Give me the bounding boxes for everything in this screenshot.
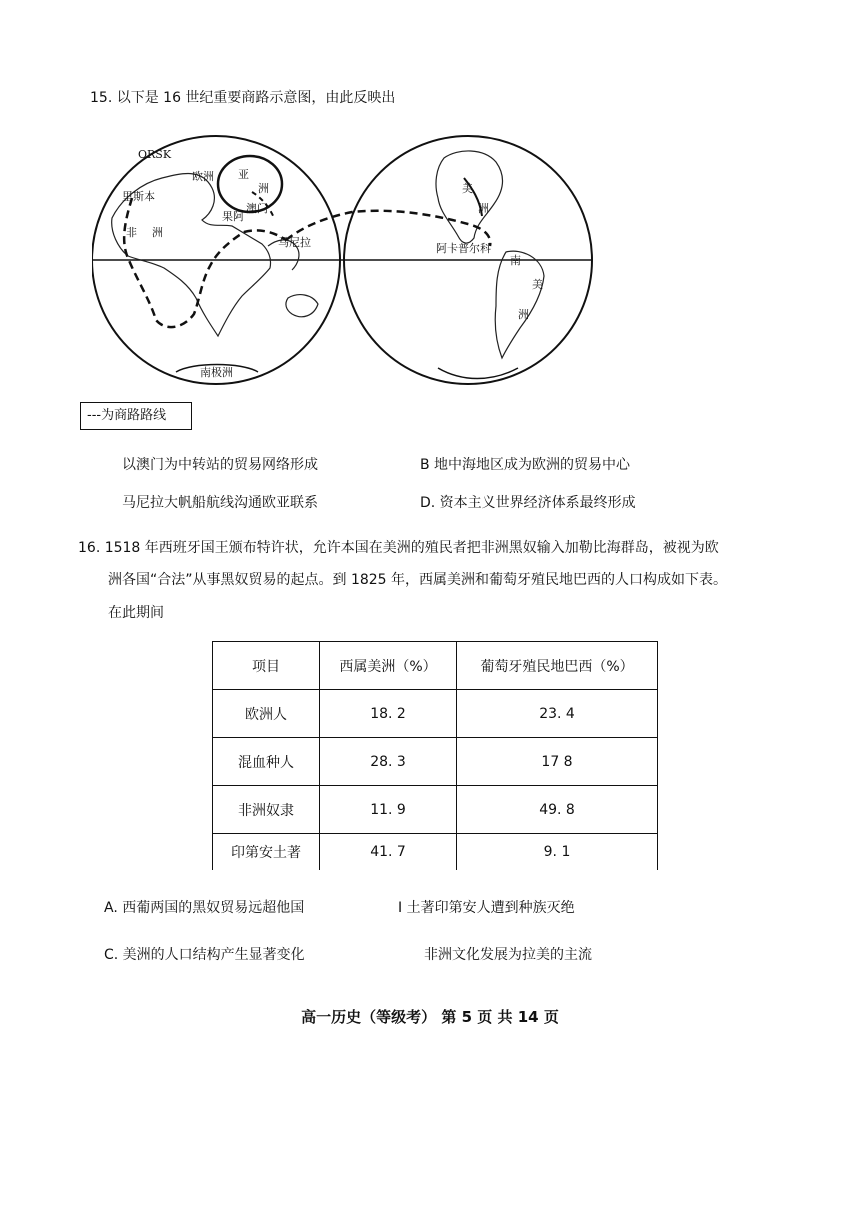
q15-option-a[interactable]: 以澳门为中转站的贸易网络形成 <box>122 457 318 473</box>
table-cell: 11. 9 <box>320 786 457 834</box>
q15-option-c[interactable]: 马尼拉大帆船航线沟通欧亚联系 <box>122 495 318 511</box>
table-cell: 18. 2 <box>320 690 457 738</box>
table-cell: 17 8 <box>457 738 658 786</box>
map-label-east-asia-a: 亚 <box>238 168 249 181</box>
map-legend: ---为商路路线 <box>80 402 192 430</box>
table-cell: 非洲奴隶 <box>213 786 320 834</box>
map-label-lisbon: 里斯本 <box>122 190 155 203</box>
table-row <box>213 834 658 871</box>
q16-stem-line1: 16. 1518 年西班牙国王颁布特许状，允许本国在美洲的殖民者把非洲黑奴输入加勒比海群岛，被视为欧 <box>78 540 719 556</box>
table-cell: 28. 3 <box>320 738 457 786</box>
table-cell: 49. 8 <box>457 786 658 834</box>
table-cell: 41. 7 <box>320 834 457 871</box>
trade-route-map <box>92 128 752 398</box>
map-label-europe: 欧洲 <box>192 170 214 183</box>
table-cell: 23. 4 <box>457 690 658 738</box>
map-label-antarctica: 南极洲 <box>200 366 233 379</box>
table-header-brazil: 葡萄牙殖民地巴西（%） <box>457 642 658 690</box>
table-row <box>213 690 658 738</box>
population-table <box>212 641 658 870</box>
map-label-north-america-b: 洲 <box>478 202 489 215</box>
antarctica-west-outline <box>438 368 518 379</box>
map-label-top-left: ORSK <box>138 148 172 161</box>
map-label-acapulco: 阿卡普尔科 <box>436 242 491 255</box>
map-label-south-america-b: 美 <box>532 278 543 291</box>
q16-option-b[interactable]: I 土著印第安人遭到种族灭绝 <box>398 900 575 916</box>
table-header-item: 项目 <box>213 642 320 690</box>
north-america-outline <box>436 151 503 243</box>
table-header-row <box>213 642 658 690</box>
map-label-goa: 果阿 <box>222 210 244 223</box>
map-label-north-america-a: 美 <box>462 182 473 195</box>
table-cell: 9. 1 <box>457 834 658 871</box>
table-row <box>213 738 658 786</box>
trade-route-manila-galleon <box>286 211 490 246</box>
map-label-south-america-c: 洲 <box>518 308 529 321</box>
q16-option-c[interactable]: C. 美洲的人口结构产生显著变化 <box>104 947 305 963</box>
q16-option-d[interactable]: 非洲文化发展为拉美的主流 <box>424 947 592 963</box>
table-row <box>213 786 658 834</box>
map-label-macau: 澳门 <box>246 202 268 215</box>
q15-option-b[interactable]: B 地中海地区成为欧洲的贸易中心 <box>420 457 631 473</box>
australia-outline <box>286 295 318 317</box>
q16-stem-line2: 洲各国“合法”从事黑奴贸易的起点。到 1825 年，西属美洲和葡萄牙殖民地巴西的人口构成如下表。 <box>108 572 728 588</box>
south-america-outline <box>495 251 544 358</box>
table-cell: 欧洲人 <box>213 690 320 738</box>
map-label-east-asia-b: 洲 <box>258 182 269 195</box>
page-footer: 高一历史（等级考） 第 5 页 共 14 页 <box>301 1008 559 1026</box>
q15-option-d[interactable]: D. 资本主义世界经济体系最终形成 <box>420 495 636 511</box>
table-header-spanish-america: 西属美洲（%） <box>320 642 457 690</box>
map-label-manila: 马尼拉 <box>278 236 311 249</box>
map-label-africa-a: 非 <box>126 226 137 239</box>
table-cell: 印第安土著 <box>213 834 320 871</box>
map-label-africa-b: 洲 <box>152 226 163 239</box>
map-label-south-america-a: 南 <box>510 254 521 267</box>
q15-stem: 15. 以下是 16 世纪重要商路示意图，由此反映出 <box>90 90 396 106</box>
q16-stem-line3: 在此期间 <box>108 605 164 621</box>
table-cell: 混血种人 <box>213 738 320 786</box>
q16-option-a[interactable]: A. 西葡两国的黑奴贸易远超他国 <box>104 900 305 916</box>
